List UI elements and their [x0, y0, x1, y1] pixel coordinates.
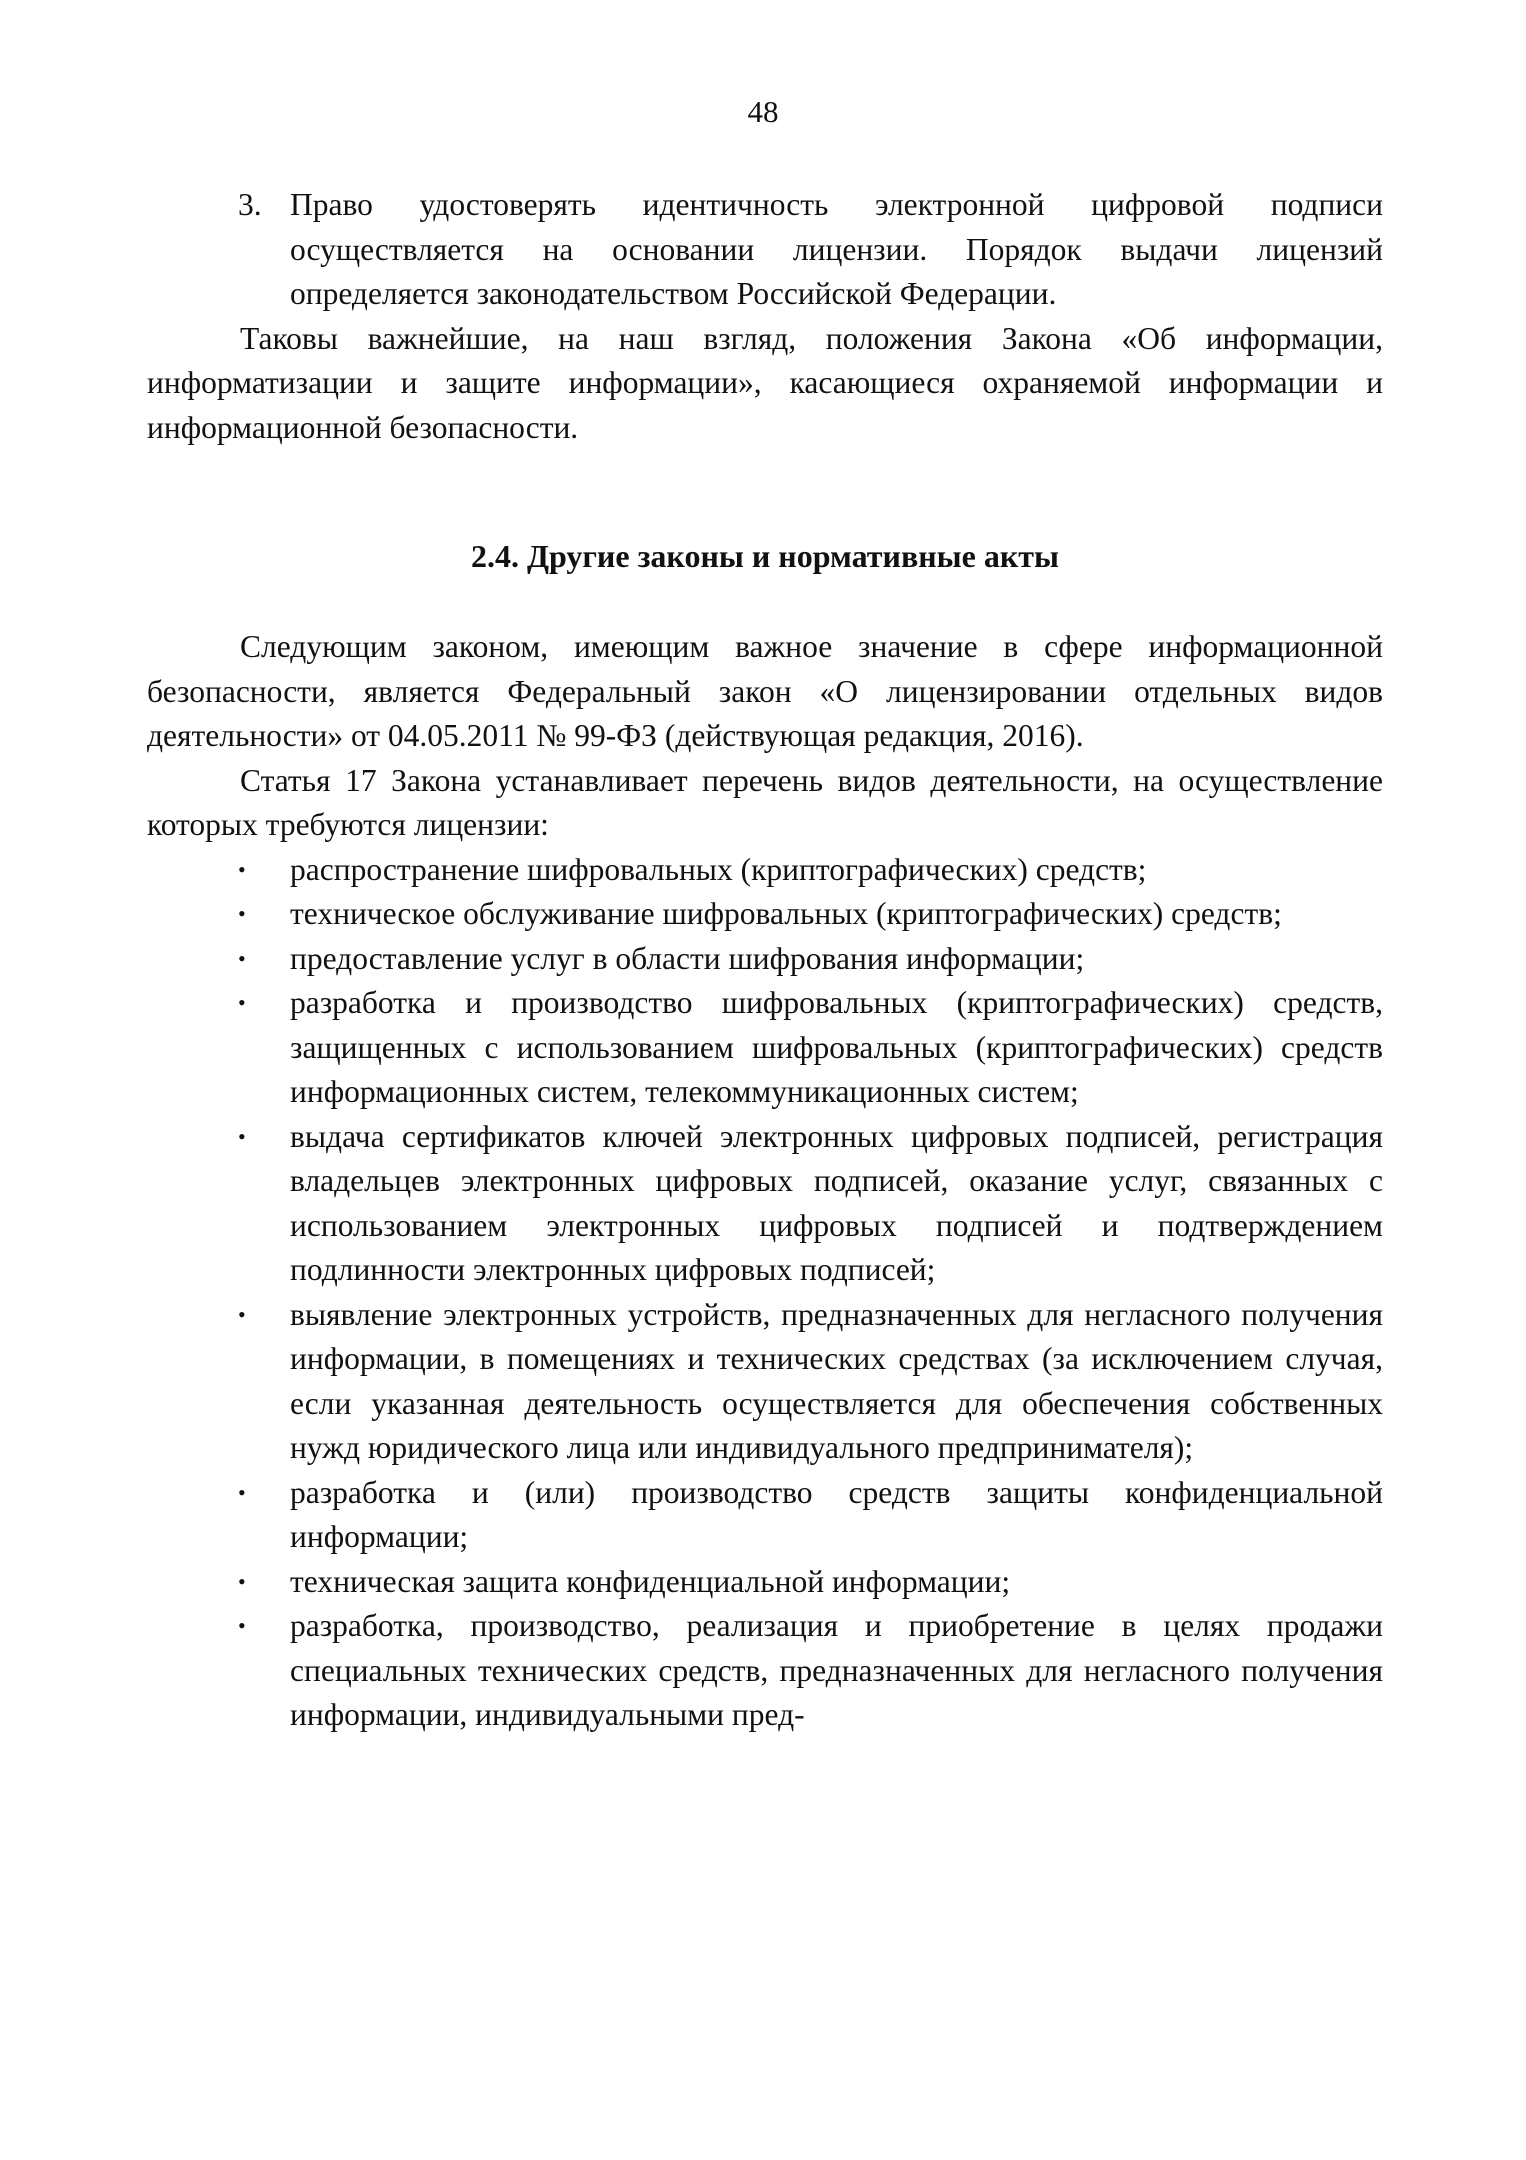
- list-item-text: разработка и производство шифровальных (криптографических) средств, защищенных с использованием шифровальных (криптографических) средств информационных систем, телекоммуникационных систем;: [290, 985, 1383, 1109]
- list-item: [147, 937, 1383, 982]
- section-heading: 2.4. Другие законы и нормативные акты: [471, 538, 1059, 574]
- article-17-paragraph: Статья 17 Закона устанавливает перечень видов деятельности, на осуществление которых требуются лицензии:: [147, 762, 1383, 842]
- intro-paragraph: Следующим законом, имеющим важное значение в сфере информационной безопасности, является Федеральный закон «О лицензировании отдельных видов деятельности» от 04.05.2011 № 99-ФЗ (действующая редакция, 2016).: [147, 629, 1383, 753]
- list-number: 3.: [238, 187, 262, 222]
- list-item-text: разработка, производство, реализация и приобретение в целях продажи специальных технических средств, предназначенных для негласного получения информации, индивидуальными пред-: [290, 1608, 1383, 1732]
- bullet-icon: •: [238, 1568, 246, 1594]
- list-item: [147, 1560, 1383, 1605]
- summary-paragraph: Таковы важнейшие, на наш взгляд, положения Закона «Об информации, информатизации и защите информации», касающиеся охраняемой информации и информационной безопасности.: [147, 320, 1383, 445]
- bullet-icon: •: [238, 990, 246, 1015]
- bullet-icon: •: [238, 1301, 246, 1327]
- page-number: 48: [747, 94, 779, 129]
- bullet-icon: •: [238, 945, 246, 971]
- list-item-text: выдача сертификатов ключей электронных цифровых подписей, регистрация владельцев электронных цифровых подписей, оказание услуг, связанных с использованием электронных цифровых подписей и подтверждением подлинности электронных цифровых подписей;: [290, 1118, 1383, 1287]
- licensed-activities-list: [147, 848, 1383, 1738]
- numbered-list-item: [147, 183, 1383, 317]
- list-item: [147, 1604, 1383, 1738]
- list-item-text: предоставление услуг в области шифрования информации;: [290, 940, 1085, 976]
- list-item: [147, 1115, 1383, 1293]
- list-item-text: выявление электронных устройств, предназначенных для негласного получения информации, в помещениях и технических средствах (за исключением случая, если указанная деятельность осуществляется для обеспечения собственных нужд юридического лица или индивидуального предпринимателя);: [290, 1296, 1383, 1465]
- bullet-icon: •: [238, 901, 246, 926]
- list-item: [147, 1293, 1383, 1471]
- list-item-text: техническое обслуживание шифровальных (криптографических) средств;: [290, 896, 1282, 931]
- list-item-text: разработка и (или) производство средств защиты конфиденциальной информации;: [290, 1474, 1383, 1554]
- bullet-icon: •: [238, 1613, 246, 1638]
- bullet-icon: •: [238, 856, 246, 882]
- list-item-text: Право удостоверять идентичность электронной цифровой подписи осуществляется на основании лицензии. Порядок выдачи лицензий определяется законодательством Российской Федерации.: [290, 187, 1383, 311]
- list-item-text: распространение шифровальных (криптографических) средств;: [290, 851, 1147, 887]
- bullet-icon: •: [238, 1123, 246, 1149]
- list-item: [147, 892, 1383, 937]
- list-item-text: техническая защита конфиденциальной информации;: [290, 1563, 1011, 1599]
- list-item: [147, 1471, 1383, 1560]
- list-item: [147, 981, 1383, 1115]
- list-item: [147, 848, 1383, 893]
- bullet-icon: •: [238, 1479, 246, 1505]
- page-content: [147, 183, 1383, 1738]
